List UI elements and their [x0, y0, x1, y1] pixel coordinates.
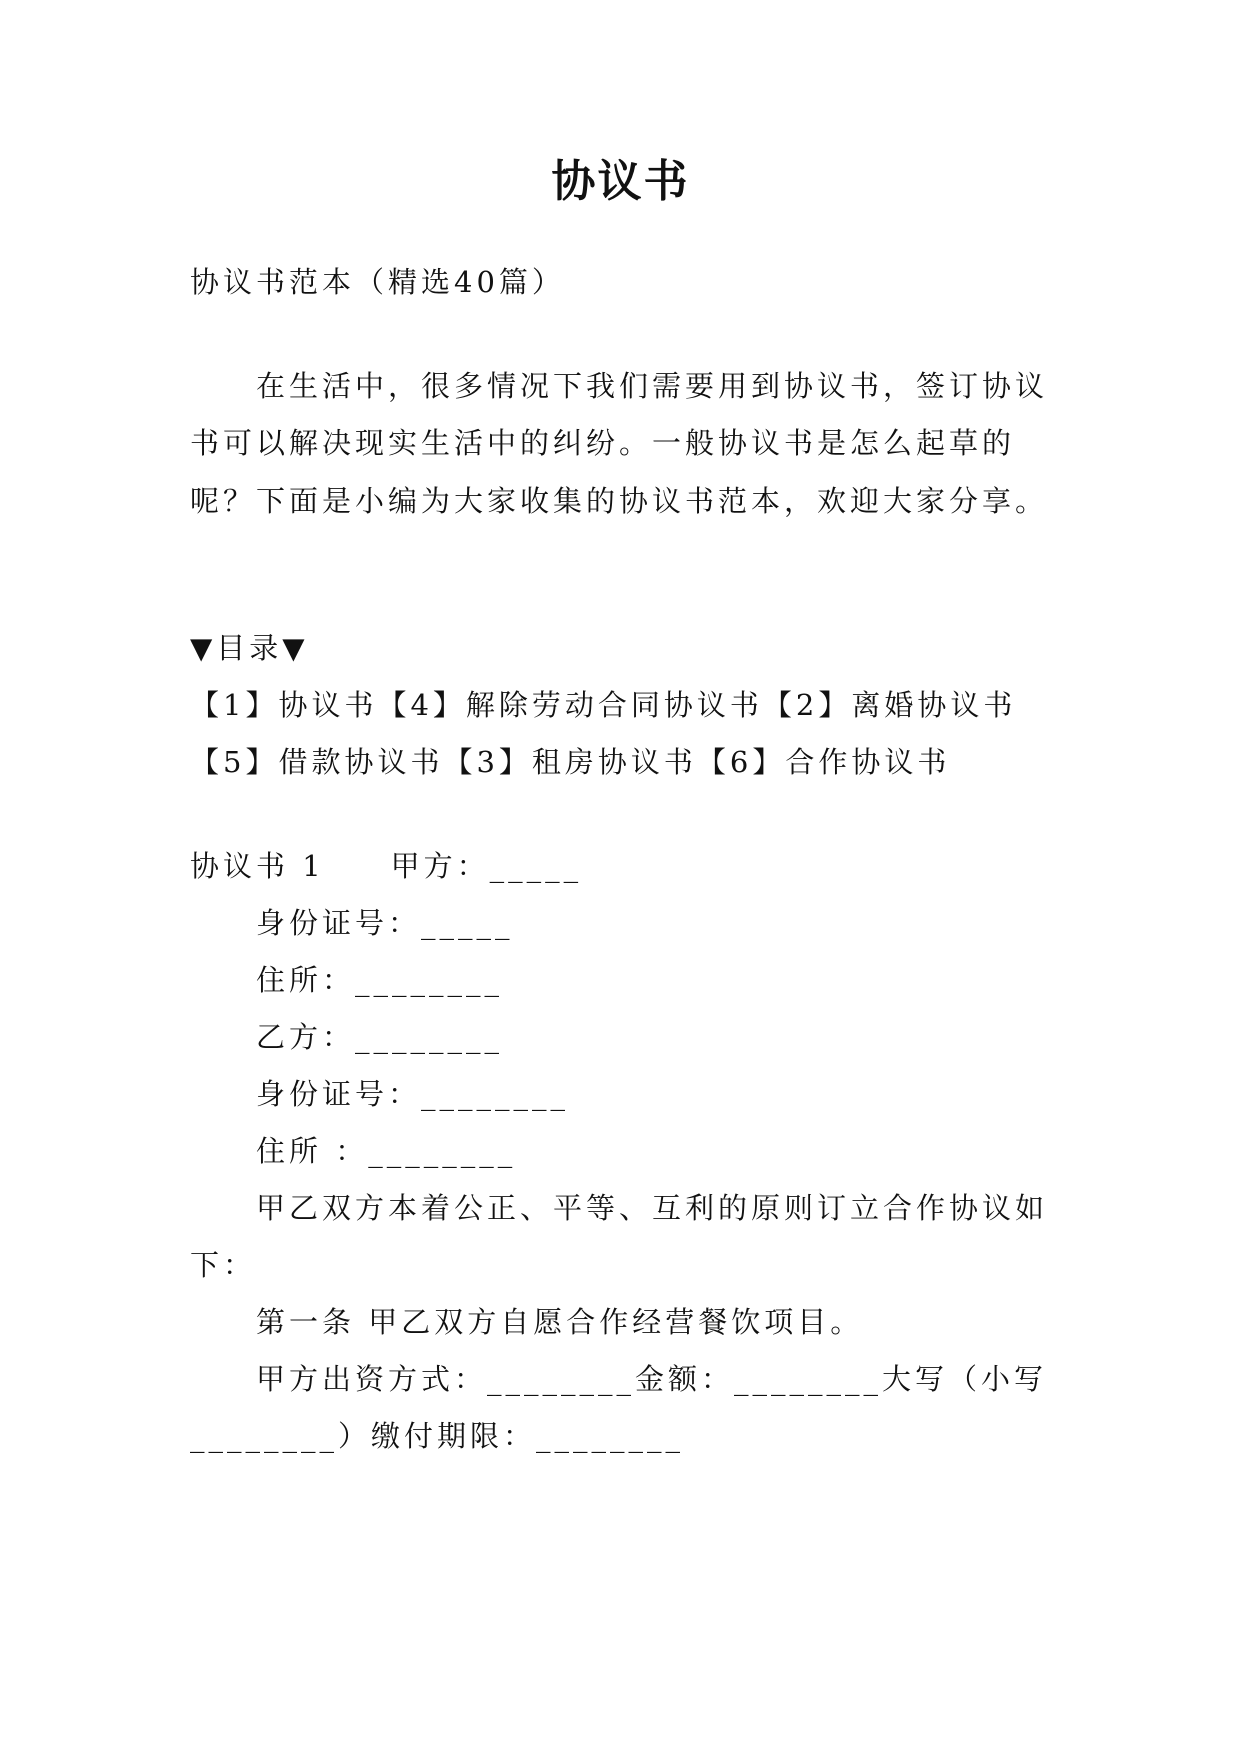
body-line: 下：	[190, 1248, 257, 1282]
toc-line: 【5】借款协议书【3】租房协议书【6】合作协议书	[190, 745, 951, 779]
intro-line: 呢？下面是小编为大家收集的协议书范本，欢迎大家分享。	[190, 484, 1049, 518]
body-line: 乙方：________	[256, 1020, 504, 1054]
body-line: 身份证号：________	[256, 1077, 570, 1111]
body-line: 协议书 1 甲方：_____	[190, 849, 583, 883]
body-line: 住所：________	[256, 963, 504, 997]
intro-line: 在生活中，很多情况下我们需要用到协议书，签订协议	[256, 369, 1049, 403]
toc-line: 【1】协议书【4】解除劳动合同协议书【2】离婚协议书	[190, 688, 1017, 722]
intro-line: 书可以解决现实生活中的纠纷。一般协议书是怎么起草的	[190, 426, 1016, 460]
body-line: 甲乙双方本着公正、平等、互利的原则订立合作协议如	[256, 1191, 1049, 1225]
body-line: 身份证号：_____	[256, 906, 514, 940]
body-line: ________）缴付期限：________	[190, 1419, 685, 1453]
body-line: 住所 ：________	[256, 1134, 517, 1168]
document-title: 协议书	[551, 156, 690, 207]
body-line: 第一条 甲乙双方自愿合作经营餐饮项目。	[256, 1305, 864, 1339]
toc-heading: ▼目录▼	[190, 631, 309, 665]
document-subtitle: 协议书范本（精选40篇）	[190, 265, 565, 299]
body-line: 甲方出资方式：________金额：________大写（小写	[256, 1362, 1048, 1396]
